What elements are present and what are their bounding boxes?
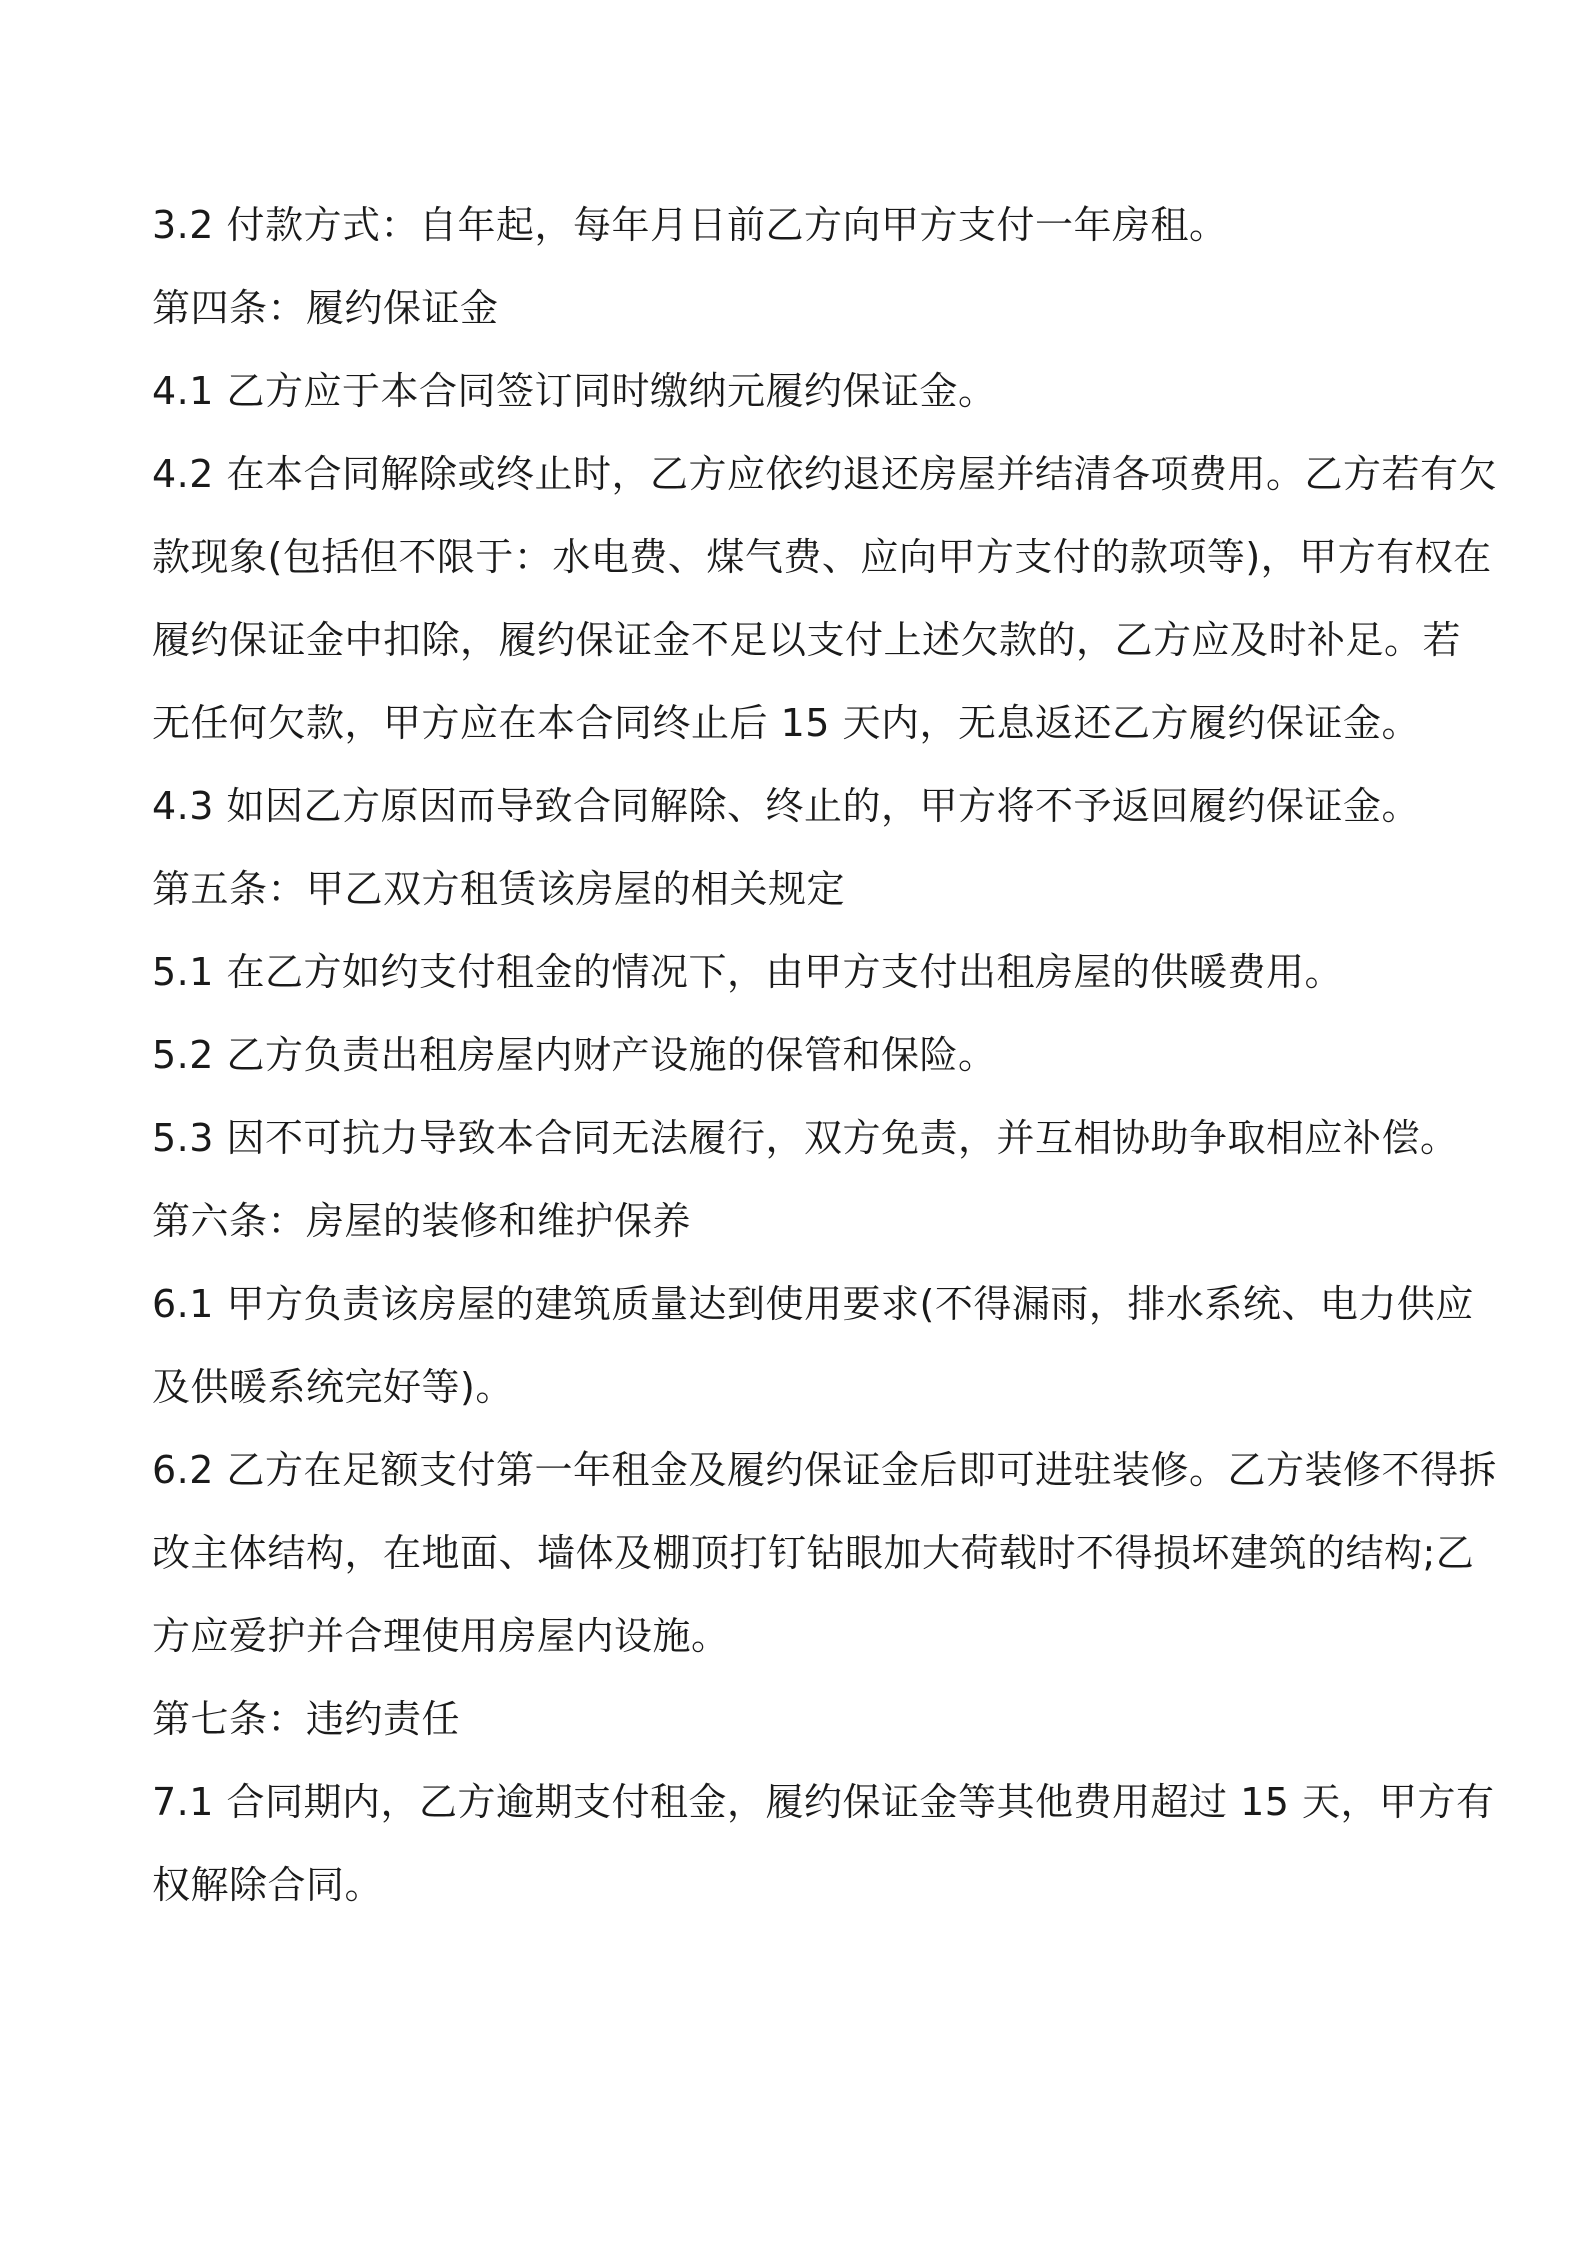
- text-line: 3.2 付款方式：自年起，每年月日前乙方向甲方支付一年房租。: [152, 203, 1228, 247]
- clause-3-2: [152, 184, 1452, 267]
- text-line: 履约保证金中扣除，履约保证金不足以支付上述欠款的，乙方应及时补足。若: [152, 618, 1462, 662]
- text-line: 4.3 如因乙方原因而导致合同解除、终止的，甲方将不予返回履约保证金。: [152, 784, 1421, 828]
- text-line: 第四条：履约保证金: [152, 286, 499, 330]
- text-line: 第六条：房屋的装修和维护保养: [152, 1199, 692, 1243]
- document-page: [152, 184, 1498, 1927]
- clause-6-2: [152, 1429, 1498, 1678]
- clause-5-2: [152, 1014, 1452, 1097]
- clause-4-3: [152, 765, 1452, 848]
- text-line: 7.1 合同期内，乙方逾期支付租金，履约保证金等其他费用超过 15 天，甲方有: [152, 1780, 1495, 1824]
- text-line: 第五条：甲乙双方租赁该房屋的相关规定: [152, 867, 846, 911]
- text-line: 款现象(包括但不限于：水电费、煤气费、应向甲方支付的款项等)，甲方有权在: [152, 535, 1492, 579]
- clause-5-1: [152, 931, 1452, 1014]
- clause-5-3: [152, 1097, 1459, 1180]
- article-6-heading: [152, 1180, 1452, 1263]
- text-line: 4.2 在本合同解除或终止时，乙方应依约退还房屋并结清各项费用。乙方若有欠: [152, 452, 1498, 496]
- text-line: 第七条：违约责任: [152, 1697, 461, 1741]
- clause-4-1: [152, 350, 1452, 433]
- clause-7-1: [152, 1761, 1495, 1927]
- text-line: 权解除合同。: [152, 1863, 384, 1907]
- text-line: 6.2 乙方在足额支付第一年租金及履约保证金后即可进驻装修。乙方装修不得拆: [152, 1448, 1498, 1492]
- text-line: 5.1 在乙方如约支付租金的情况下，由甲方支付出租房屋的供暖费用。: [152, 950, 1344, 994]
- text-line: 5.2 乙方负责出租房屋内财产设施的保管和保险。: [152, 1033, 997, 1077]
- clause-4-2: [152, 433, 1498, 765]
- text-line: 及供暖系统完好等)。: [152, 1365, 514, 1409]
- article-4-heading: [152, 267, 1452, 350]
- clause-6-1: [152, 1263, 1474, 1429]
- text-line: 方应爱护并合理使用房屋内设施。: [152, 1614, 730, 1658]
- article-5-heading: [152, 848, 1452, 931]
- text-line: 5.3 因不可抗力导致本合同无法履行，双方免责，并互相协助争取相应补偿。: [152, 1116, 1459, 1160]
- text-line: 改主体结构，在地面、墙体及棚顶打钉钻眼加大荷载时不得损坏建筑的结构;乙: [152, 1531, 1475, 1575]
- article-7-heading: [152, 1678, 1452, 1761]
- text-line: 4.1 乙方应于本合同签订同时缴纳元履约保证金。: [152, 369, 997, 413]
- text-line: 6.1 甲方负责该房屋的建筑质量达到使用要求(不得漏雨，排水系统、电力供应: [152, 1282, 1474, 1326]
- text-line: 无任何欠款，甲方应在本合同终止后 15 天内，无息返还乙方履约保证金。: [152, 701, 1421, 745]
